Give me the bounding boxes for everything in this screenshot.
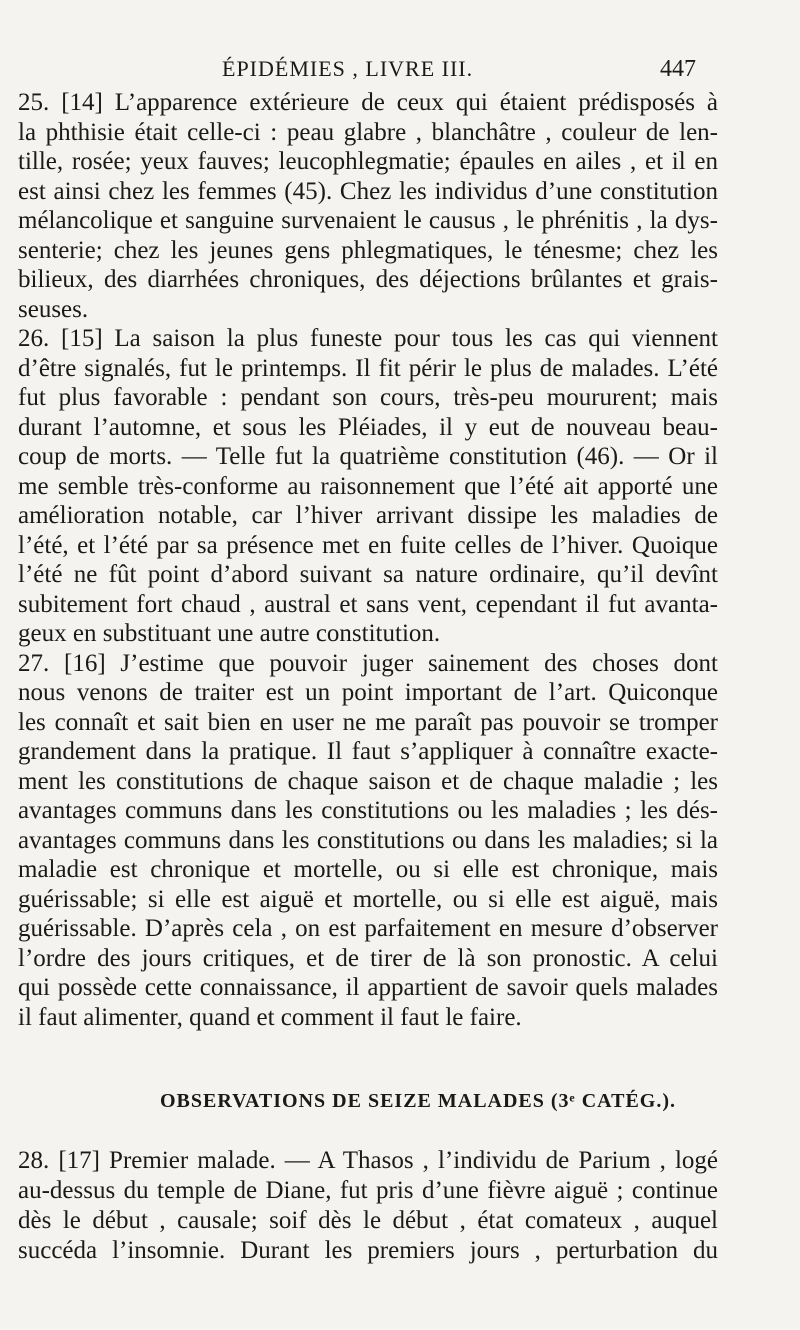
page-header bbox=[0, 56, 800, 88]
text-line: bilieux, des diarrhées chroniques, des déjections brûlantes et grais- bbox=[18, 266, 718, 293]
text-line: subitement fort chaud , austral et sans vent, cependant il fut avanta- bbox=[18, 590, 718, 618]
text-line: l’été, et l’été par sa présence met en fuite celles de l’hiver. Quoique bbox=[18, 531, 718, 559]
running-title: ÉPIDÉMIES , LIVRE III. bbox=[222, 56, 474, 81]
text-line: ment les constitutions de chaque saison et de chaque maladie ; les bbox=[18, 767, 718, 795]
text-line: me semble très-conforme au raisonnement que l’été ait apporté une bbox=[18, 472, 718, 500]
text-line: maladie est chronique et mortelle, ou si elle est chronique, mais bbox=[18, 856, 718, 883]
text-line: 25. [14] L’apparence extérieure de ceux qui étaient prédisposés à bbox=[18, 89, 718, 116]
paragraph-28 bbox=[18, 1146, 718, 1266]
text-line: guérissable. D’après cela , on est parfaitement en mesure d’observer bbox=[18, 915, 718, 942]
paragraph-26 bbox=[18, 324, 718, 649]
text-line: les connaît et sait bien en user ne me paraît pas pouvoir se tromper bbox=[18, 708, 718, 736]
text-line: 27. [16] J’estime que pouvoir juger sainement des choses dont bbox=[18, 649, 718, 677]
text-line: senterie; chez les jeunes gens phlegmatiques, le ténesme; chez les bbox=[18, 236, 718, 264]
text-line: mélancolique et sanguine survenaient le causus , le phrénitis , la dys- bbox=[18, 207, 718, 234]
text-line: avantages communs dans les constitutions ou les maladies ; les dés- bbox=[18, 797, 718, 824]
text-line: d’être signalés, fut le printemps. Il fit périr le plus de malades. L’été bbox=[18, 354, 718, 382]
text-line: grandement dans la pratique. Il faut s’appliquer à connaître exacte- bbox=[18, 738, 718, 765]
paragraph-27 bbox=[18, 649, 718, 1033]
text-line: qui possède cette connaissance, il appartient de savoir quels malades bbox=[18, 974, 718, 1001]
text-line: seuses. bbox=[18, 295, 89, 323]
text-line: guérissable; si elle est aiguë et mortelle, ou si elle est aiguë, mais bbox=[18, 885, 718, 913]
text-line: tille, rosée; yeux fauves; leucophlegmatie; épaules en ailes , et il en bbox=[18, 148, 718, 175]
text-line: 26. [15] La saison la plus funeste pour tous les cas qui viennent bbox=[18, 325, 718, 352]
text-line: nous venons de traiter est un point important de l’art. Quiconque bbox=[18, 679, 718, 706]
text-line: il faut alimenter, quand et comment il faut le faire. bbox=[18, 1003, 522, 1031]
text-line: 28. [17] Premier malade. — A Thasos , l’individu de Parium , logé bbox=[18, 1147, 718, 1174]
text-line: amélioration notable, car l’hiver arrivant dissipe les maladies de bbox=[18, 502, 718, 529]
text-line: succéda l’insomnie. Durant les premiers jours , perturbation du bbox=[18, 1237, 718, 1264]
body-text bbox=[18, 88, 718, 1032]
text-line: l’ordre des jours critiques, et de tirer de là son pronostic. A celui bbox=[18, 944, 718, 972]
text-line: durant l’automne, et sous les Pléiades, il y eut de nouveau beau- bbox=[18, 413, 718, 441]
section-heading: OBSERVATIONS DE SEIZE MALADES (3ᵉ CATÉG.). bbox=[160, 1090, 677, 1112]
text-line: la phthisie était celle-ci : peau glabre , blanchâtre , couleur de len- bbox=[18, 118, 718, 146]
text-line: coup de morts. — Telle fut la quatrième constitution (46). — Or il bbox=[18, 443, 718, 470]
page-number: 447 bbox=[660, 56, 696, 82]
text-line: l’été ne fût point d’abord suivant sa nature ordinaire, qu’il devînt bbox=[18, 561, 718, 588]
text-line: est ainsi chez les femmes (45). Chez les individus d’une constitution bbox=[18, 177, 718, 205]
text-line: avantages communs dans les constitutions ou dans les maladies; si la bbox=[18, 826, 718, 854]
text-line: au-dessus du temple de Diane, fut pris d’une fièvre aiguë ; continue bbox=[18, 1177, 718, 1204]
text-line: fut plus favorable : pendant son cours, très-peu moururent; mais bbox=[18, 384, 718, 411]
text-line: geux en substituant une autre constitution. bbox=[18, 620, 441, 647]
text-line: dès le début , causale; soif dès le début , état comateux , auquel bbox=[18, 1207, 718, 1234]
paragraph-25 bbox=[18, 88, 718, 324]
